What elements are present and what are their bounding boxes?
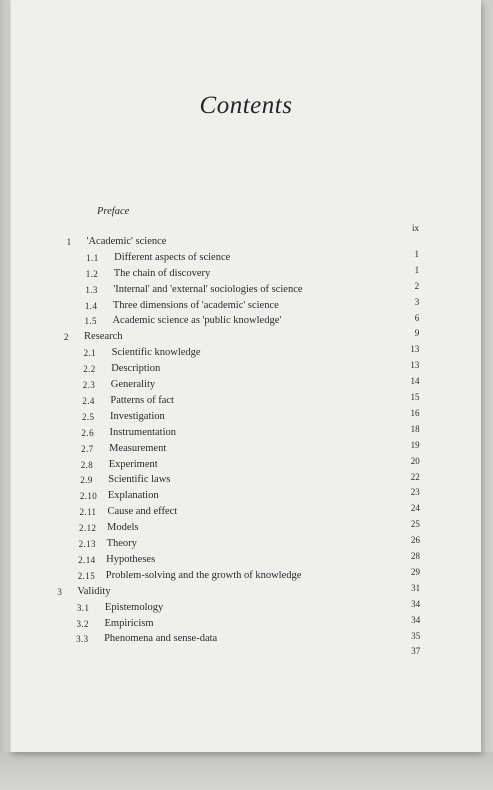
section-number: 2.12 [79, 523, 97, 534]
preface-label: Preface [97, 206, 130, 217]
section-title: Theory [106, 538, 137, 549]
page-number: 24 [410, 503, 420, 514]
section-title: Measurement [109, 442, 167, 454]
chapter-number: 3 [57, 586, 63, 597]
section-number: 1.2 [85, 268, 99, 279]
page-number: 6 [414, 312, 420, 323]
page-number: ix [411, 223, 419, 233]
section-title: Different aspects of science [114, 251, 231, 263]
page-number: 22 [410, 471, 420, 482]
section-title: Cause and effect [107, 506, 178, 518]
section-title: Scientific laws [108, 474, 171, 486]
page-number: 34 [411, 598, 421, 609]
page-number: 31 [411, 582, 421, 593]
section-title: Academic science as 'public knowledge' [112, 315, 282, 327]
section-title: The chain of discovery [113, 267, 211, 279]
section-title: Epistemology [104, 601, 164, 613]
section-number: 2.4 [82, 395, 95, 406]
page-number: 1 [414, 264, 420, 275]
section-title: Experiment [108, 458, 158, 470]
page-number: 16 [410, 407, 420, 418]
section-number: 1.4 [84, 300, 98, 311]
section-title: Phenomena and sense-data [104, 633, 218, 645]
section-title: Models [107, 522, 139, 534]
section-number: 2.8 [80, 459, 94, 470]
section-title: Investigation [109, 410, 165, 422]
chapter-title: Research [84, 331, 123, 343]
page-number: 9 [414, 328, 420, 339]
section-number: 2.7 [81, 443, 94, 454]
page-number: 19 [410, 439, 420, 450]
chapter-title: Validity [77, 585, 111, 597]
section-title: Hypotheses [106, 553, 156, 565]
page-number: 37 [411, 646, 421, 657]
page-title: Contents [199, 92, 293, 119]
section-title: 'Internal' and 'external' sociologies of science [113, 283, 303, 295]
section-number: 2.1 [83, 348, 97, 359]
section-number: 2.13 [78, 539, 96, 549]
page-number: 20 [410, 455, 420, 466]
section-number: 2.14 [78, 554, 96, 565]
page-number: 18 [410, 423, 420, 434]
section-number: 3.1 [76, 602, 90, 613]
section-title: Three dimensions of 'academic' science [112, 299, 279, 311]
page-number: 13 [410, 360, 420, 371]
section-title: Problem-solving and the growth of knowledge [105, 569, 302, 581]
section-number: 2.15 [77, 570, 96, 581]
section-title: Instrumentation [109, 426, 177, 438]
page-number: 13 [410, 344, 420, 355]
section-title: Empiricism [104, 617, 154, 629]
page-number: 3 [414, 296, 420, 307]
section-number: 3.3 [76, 634, 89, 645]
page-number: 29 [411, 566, 421, 577]
section-title: Scientific knowledge [111, 347, 201, 359]
section-number: 2.6 [81, 427, 94, 438]
page-number: 35 [411, 630, 421, 641]
section-number: 3.2 [76, 618, 89, 629]
page-number: 25 [410, 519, 420, 530]
page-number: 34 [411, 614, 421, 625]
section-number: 2.3 [82, 380, 96, 390]
section-number: 2.9 [80, 475, 93, 486]
background-surface [0, 752, 493, 790]
section-number: 2.10 [79, 491, 98, 502]
section-number: 1.1 [86, 252, 99, 263]
page-number: 1 [414, 248, 420, 259]
section-title: Patterns of fact [110, 394, 174, 406]
section-number: 1.5 [84, 316, 97, 327]
section-number: 2.5 [81, 411, 95, 422]
section-number: 1.3 [85, 284, 98, 295]
book-spine-shadow [0, 0, 10, 790]
chapter-number: 2 [64, 332, 69, 343]
chapter-title: 'Academic' science [86, 235, 167, 247]
section-title: Explanation [107, 490, 159, 502]
section-number: 2.2 [83, 364, 96, 375]
book-page [10, 0, 481, 752]
page-number: 15 [410, 392, 420, 402]
section-title: Description [111, 363, 161, 375]
page-number: 2 [414, 280, 420, 291]
page-number: 23 [410, 487, 420, 498]
page-number: 14 [410, 376, 420, 387]
section-title: Generality [110, 379, 156, 390]
page-number: 26 [410, 535, 420, 546]
chapter-number: 1 [66, 236, 72, 247]
page-number: 28 [411, 551, 420, 561]
section-number: 2.11 [79, 507, 97, 518]
